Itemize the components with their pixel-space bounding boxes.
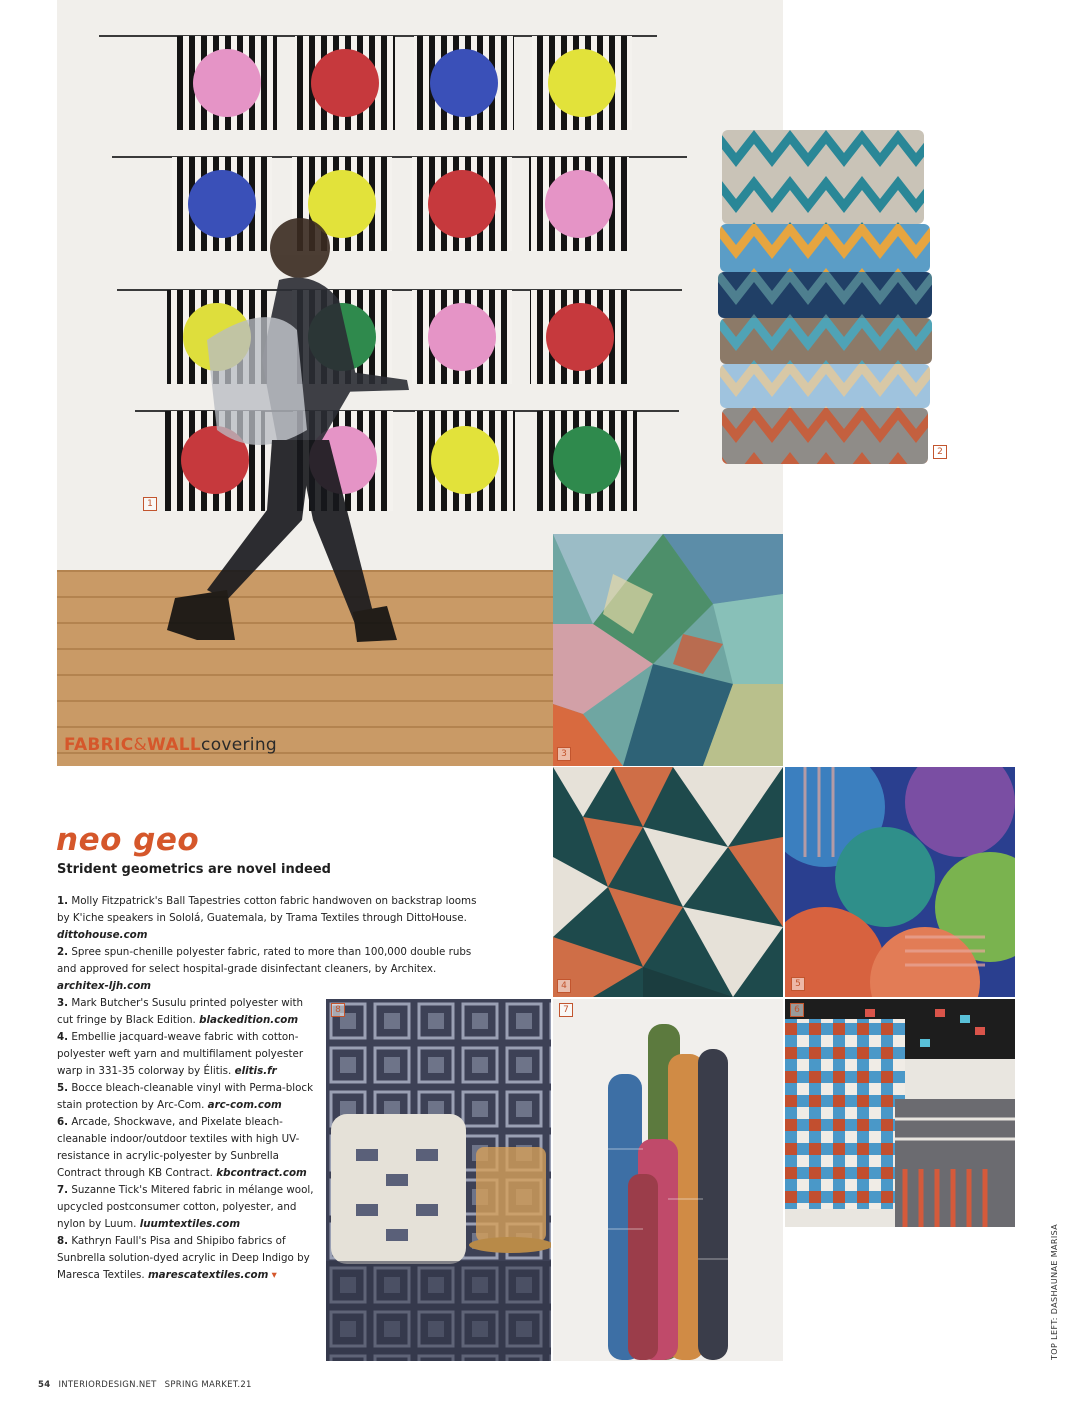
page-number: 54 — [38, 1380, 51, 1390]
credit-link-1[interactable]: dittohouse.com — [57, 929, 148, 941]
credit-entry-1: 1. Molly Fitzpatrick's Ball Tapestries cotton fabric handwoven on backstrap looms by K'iche speakers in Sololá, Guatemala, by Trama Textiles through DittoHouse. dittohouse.com — [57, 895, 477, 941]
credit-entry-6: 6. Arcade, Shockwave, and Pixelate bleach-cleanable indoor/outdoor textiles with high UV-resistance in acrylic-polyester by Sunbrella Contract through KB Contract. kbcontract.com — [57, 1116, 307, 1179]
section-tag: FABRIC&WALLcovering — [64, 735, 277, 755]
article-subhead: Strident geometrics are novel indeed — [57, 862, 331, 877]
figure-number-1: 1 — [143, 497, 157, 511]
credit-entry-3: 3. Mark Butcher's Susulu printed polyester with cut fringe by Black Edition. blackedition.com — [57, 997, 304, 1026]
credit-link-7[interactable]: luumtextiles.com — [139, 1218, 241, 1230]
photo-spree-fabric-stack — [718, 130, 934, 466]
figure-number-2: 2 — [933, 445, 947, 459]
credit-entry-5: 5. Bocce bleach-cleanable vinyl with Perma-block stain protection by Arc-Com. arc-com.com — [57, 1082, 314, 1111]
figure-number-6: 6 — [790, 1003, 804, 1017]
figure-number-5: 5 — [791, 977, 805, 991]
credit-link-8[interactable]: marescatextiles.com — [147, 1269, 269, 1281]
credit-link-4[interactable]: elitis.fr — [234, 1065, 277, 1077]
article-headline: neo geo — [56, 822, 200, 858]
photo-arcade-shockwave-pixelate — [785, 999, 1015, 1227]
figure-number-3: 3 — [557, 747, 571, 761]
credit-link-3[interactable]: blackedition.com — [199, 1014, 299, 1026]
figure-number-8: 8 — [331, 1003, 345, 1017]
photo-embellie-fabric — [553, 767, 783, 997]
photo-credit: TOP LEFT: DASHAUNAE MARISA — [1050, 1223, 1059, 1360]
end-mark-icon: ▾ — [271, 1269, 277, 1281]
credit-entry-8: 8. Kathryn Faull's Pisa and Shipibo fabrics of Sunbrella solution-dyed acrylic in Deep Indigo by Maresca Textiles. marescatextiles.com ▾ — [57, 1235, 310, 1281]
credit-link-6[interactable]: kbcontract.com — [216, 1167, 307, 1179]
photo-bocce-vinyl — [785, 767, 1015, 997]
figure-number-4: 4 — [557, 979, 571, 993]
figure-number-7: 7 — [559, 1003, 573, 1017]
photo-susulu-fabric — [553, 534, 783, 766]
folio-site: INTERIORDESIGN.NET — [58, 1380, 157, 1390]
product-credits — [57, 893, 477, 1284]
credit-link-2[interactable]: architex-ljh.com — [57, 980, 152, 992]
credit-entry-7: 7. Suzanne Tick's Mitered fabric in mélange wool, upcycled postconsumer cotton, polyester, and nylon by Luum. luumtextiles.com — [57, 1184, 314, 1230]
credit-entry-4: 4. Embellie jacquard-weave fabric with cotton-polyester weft yarn and multifilament polyester warp in 331-35 colorway by Élitis. elitis.fr — [57, 1031, 304, 1077]
credit-link-5[interactable]: arc-com.com — [207, 1099, 282, 1111]
photo-mitered-fabric-rolls — [553, 999, 783, 1361]
credit-entry-2: 2. Spree spun-chenille polyester fabric, rated to more than 100,000 double rubs and approved for select hospital-grade disinfectant cleaners, by Architex. architex-ljh.com — [57, 946, 472, 992]
folio-issue: SPRING MARKET.21 — [164, 1380, 252, 1390]
page-folio — [38, 1380, 252, 1390]
